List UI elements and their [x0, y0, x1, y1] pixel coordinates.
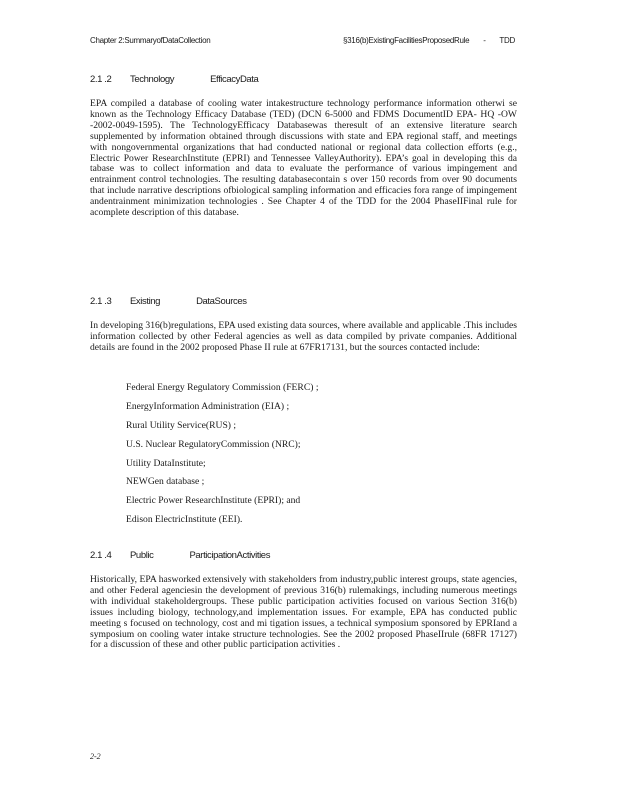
section-title-word: EfficacyData [210, 74, 259, 85]
list-item: EnergyInformation Administration (EIA) ; [126, 400, 290, 412]
section-number: 2.1 .3 [90, 296, 112, 307]
list-item: U.S. Nuclear RegulatoryCommission (NRC); [126, 438, 301, 450]
section-title-word: Technology [130, 74, 175, 85]
section-heading-public-participation [90, 550, 270, 561]
section-paragraph: EPA compiled a database of cooling water intakestructure technology performance information otherwi se known as the Technology Efficacy Database (TED) (DCN 6-5000 and FDMS DocumentID EPA- HQ -OW -2002-0049-1595). The TechnologyEfficacy Databasewas theresult of an extensive literature search supplemented by information obtained through discussions with state and EPA regional staff, and meetings with nongovernmental organizations that had conducted national or regional data collection efforts (e.g., Electric Power ResearchInstitute (EPRI) and Tennessee ValleyAuthority). EPA’s goal in developing this da tabase was to collect information and data to evaluate the performance of various impingement and entrainment control technologies. The resulting databasecontain s over 150 records from over 90 documents that include narrative descriptions ofbiological sampling information and efficacies fora range of impingement andentrainment minimization technologies . See Chapter 4 of the TDD for the 2004 PhaseIIFinal rule for acomplete description of this database. [90, 98, 517, 219]
section-number: 2.1 .4 [90, 550, 112, 561]
list-item: Utility DataInstitute; [126, 457, 206, 469]
running-header-left: Chapter 2:SummaryofDataCollection [90, 36, 211, 45]
header-doc-type: TDD [499, 36, 515, 45]
data-sources-list [108, 382, 318, 533]
running-header-right [343, 36, 527, 45]
list-item: Electric Power ResearchInstitute (EPRI); and [126, 495, 301, 507]
section-title-word: DataSources [196, 296, 247, 307]
list-item: Edison ElectricInstitute (EEI). [126, 514, 243, 526]
section-heading-existing-data-sources [90, 296, 247, 307]
section-number: 2.1 .2 [90, 74, 112, 85]
section-paragraph: Historically, EPA hasworked extensively with stakeholders from industry,public interest groups, state agencies, and other Federal agenciesin the development of previous 316(b) rulemakings, including numerous meetings with individual stakeholdergroups. These public participation activities focused on various Section 316(b) issues including biology, technology,and implementation issues. For example, EPA has conducted public meeting s focused on technology, cost and mi tigation issues, a technical symposium sponsored by EPRIand a symposium on cooling water intake structure technologies. See the 2002 proposed PhaseIIrule (68FR 17127) for a discussion of these and other public participation activities . [90, 574, 517, 651]
header-rule-title: §316(b)ExistingFacilitiesProposedRule [343, 36, 470, 45]
section-paragraph: In developing 316(b)regulations, EPA used existing data sources, where available and applicable .This includes information collected by other Federal agencies as well as data compiled by private companies. Additional details are found in the 2002 proposed Phase II rule at 67FR17131, but the sources contacted include: [90, 320, 517, 353]
section-heading-technology-efficacy [90, 74, 258, 85]
list-item: NEWGen database ; [126, 476, 205, 488]
header-separator: - [483, 36, 486, 45]
section-title-word: ParticipationActivities [189, 550, 271, 561]
page-number: 2-2 [90, 752, 101, 761]
section-title-word: Public [130, 550, 154, 561]
section-title-word: Existing [130, 296, 161, 307]
list-item: Rural Utility Service(RUS) ; [126, 419, 237, 431]
list-item: Federal Energy Regulatory Commission (FERC) ; [126, 382, 319, 393]
